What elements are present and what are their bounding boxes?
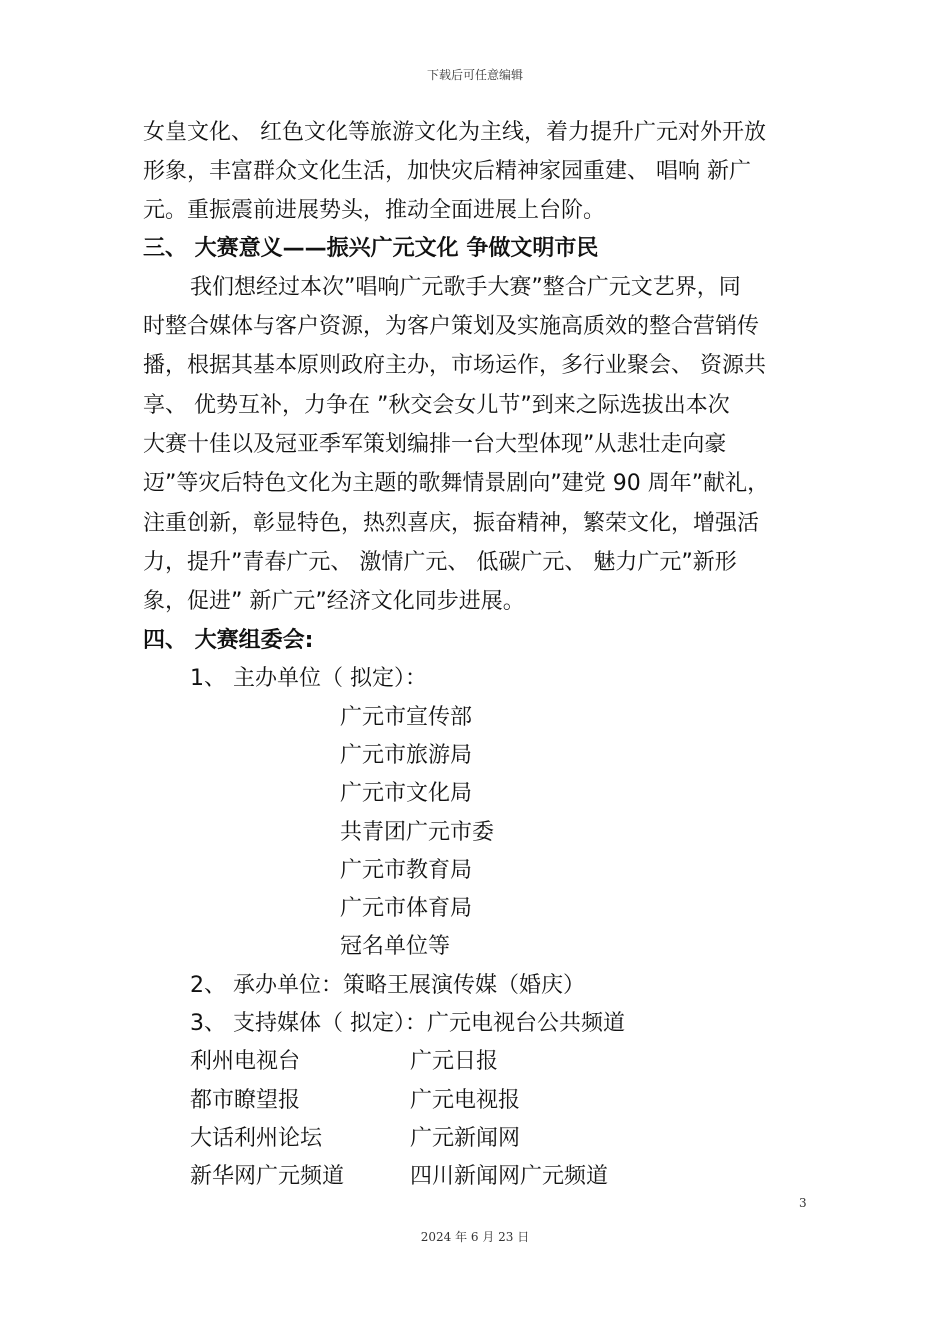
list-item-contractor: 2、 承办单位：策略王展演传媒（婚庆） [190, 973, 585, 998]
media-item: 广元日报 [410, 1049, 499, 1074]
page-header: 下载后可任意编辑 [426, 68, 523, 82]
paragraph-line: 迈”等灾后特色文化为主题的歌舞情景剧向”建党 90 周年”献礼， [143, 471, 770, 496]
paragraph-line: 象，促进” 新广元”经济文化同步进展。 [143, 589, 525, 614]
page-number: 3 [799, 1196, 807, 1210]
organizer-item: 冠名单位等 [340, 934, 451, 959]
media-item: 大话利州论坛 [190, 1126, 323, 1151]
paragraph-line: 元。重振震前进展势头，推动全面进展上台阶。 [143, 198, 606, 223]
paragraph-line: 播，根据其基本原则政府主办，市场运作，多行业聚会、 资源共 [143, 353, 766, 378]
paragraph-line: 力，提升”青春广元、 激情广元、 低碳广元、 魅力广元”新形 [143, 550, 737, 575]
organizer-item: 广元市旅游局 [340, 743, 473, 768]
media-item: 新华网广元频道 [190, 1164, 345, 1189]
media-item: 利州电视台 [190, 1049, 301, 1074]
organizer-item: 广元市教育局 [340, 858, 473, 883]
media-item: 广元电视报 [410, 1088, 521, 1113]
section-heading-3: 三、 大赛意义——振兴广元文化 争做文明市民 [143, 236, 599, 261]
organizer-item: 广元市文化局 [340, 781, 473, 806]
media-item: 广元新闻网 [410, 1126, 521, 1151]
paragraph-line: 形象，丰富群众文化生活，加快灾后精神家园重建、 唱响 新广 [143, 159, 751, 184]
paragraph-line: 时整合媒体与客户资源，为客户策划及实施高质效的整合营销传 [143, 314, 760, 339]
paragraph-line: 大赛十佳以及冠亚季军策划编排一台大型体现”从悲壮走向豪 [143, 432, 727, 457]
media-item: 都市瞭望报 [190, 1088, 301, 1113]
paragraph-line: 注重创新，彰显特色，热烈喜庆，振奋精神，繁荣文化，增强活 [143, 511, 760, 536]
paragraph-line: 享、 优势互补，力争在 ”秋交会女儿节”到来之际选拔出本次 [143, 393, 730, 418]
list-item-media-title: 3、 支持媒体（ 拟定）：广元电视台公共频道 [190, 1011, 625, 1036]
paragraph-line: 女皇文化、 红色文化等旅游文化为主线，着力提升广元对外开放 [143, 120, 766, 145]
section-heading-4: 四、 大赛组委会: [143, 628, 314, 653]
footer-date: 2024 年 6 月 23 日 [420, 1230, 530, 1244]
media-item: 四川新闻网广元频道 [410, 1164, 609, 1189]
paragraph-line: 我们想经过本次”唱响广元歌手大赛”整合广元文艺界，同 [190, 275, 741, 300]
organizer-item: 广元市宣传部 [340, 705, 473, 730]
list-item-organizer-title: 1、 主办单位（ 拟定）： [190, 666, 427, 691]
organizer-item: 共青团广元市委 [340, 820, 495, 845]
organizer-item: 广元市体育局 [340, 896, 473, 921]
